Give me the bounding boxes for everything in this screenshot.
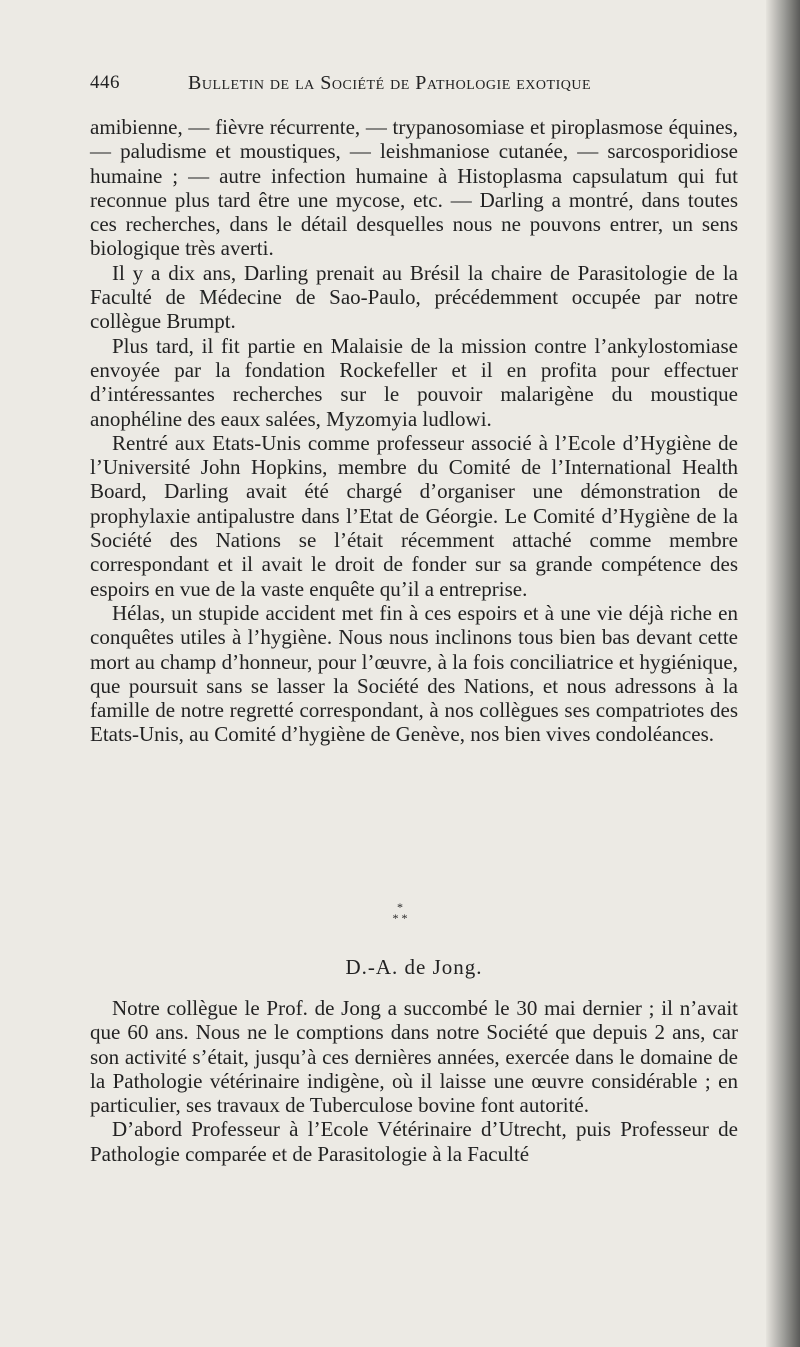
paragraph: Il y a dix ans, Darling prenait au Brésil la chaire de Parasitologie de la Faculté de Médecine de Sao-Paulo, précédemment occupée par notre collègue Brumpt.	[90, 260, 738, 334]
paragraph: D’abord Professeur à l’Ecole Vétérinaire d’Utrecht, puis Professeur de Pathologie comparée et de Parasitologie à la Faculté	[90, 1117, 738, 1166]
obituary-de-jong-text	[90, 996, 738, 1166]
paragraph: Rentré aux Etats-Unis comme professeur associé à l’Ecole d’Hygiène de l’Université John Hopkins, membre du Comité de l’International Health Board, Darling avait été chargé d’organiser une démonstration de prophylaxie antipalustre dans l’Etat de Géorgie. Le Comité d’Hygiène de la Société des Nations se l’était récemment attaché comme membre correspondant et il avait le droit de fonder sur sa grande compétence des espoirs en vue de la vaste enquête qu’il a entreprise.	[90, 430, 738, 601]
section-heading: D.-A. de Jong.	[345, 955, 483, 979]
page-edge-shadow	[766, 0, 800, 1347]
asterism-top: *	[397, 900, 403, 914]
paragraph: amibienne, — fièvre récurrente, — trypanosomiase et piroplasmose équines, — paludisme et moustiques, — leishmaniose cutanée, — sarcosporidiose humaine ; — autre infection humaine à Histoplasma capsulatum qui fut reconnue plus tard être une mycose, etc. — Darling a montré, dans toutes ces recherches, dans le détail desquelles nous ne pouvons entrer, un sens biologique très averti.	[90, 115, 738, 261]
paragraph: Hélas, un stupide accident met fin à ces espoirs et à une vie déjà riche en conquêtes utiles à l’hygiène. Nous nous inclinons tous bien bas devant cette mort au champ d’honneur, pour l’œuvre, à la fois conciliatrice et hygiénique, que poursuit sans se lasser la Société des Nations, et nous adressons à la famille de notre regretté correspondant, à nos collègues ses compatriotes des Etats-Unis, au Comité d’hygiène de Genève, nos bien vives condoléances.	[90, 600, 738, 747]
paragraph: Notre collègue le Prof. de Jong a succombé le 30 mai dernier ; il n’avait que 60 ans. Nous ne le comptions dans notre Société que depuis 2 ans, car son activité s’était, jusqu’à ces dernières années, exercée dans le domaine de la Pathologie vétérinaire indigène, où il laisse une œuvre considérable ; en particulier, ses travaux de Tuberculose bovine font autorité.	[90, 996, 738, 1118]
journal-title: Bulletin de la Société de Pathologie exotique	[188, 72, 592, 94]
paragraph: Plus tard, il fit partie en Malaisie de la mission contre l’ankylostomiase envoyée par la fondation Rockefeller et il en profita pour effectuer d’intéressantes recherches sur le pouvoir malarigène du moustique anophéline des eaux salées, Myzomyia ludlowi.	[90, 333, 738, 431]
page-number: 446	[90, 72, 120, 93]
asterism-separator	[370, 902, 430, 924]
asterism-bottom: * *	[392, 911, 408, 925]
obituary-darling-text	[90, 115, 738, 747]
